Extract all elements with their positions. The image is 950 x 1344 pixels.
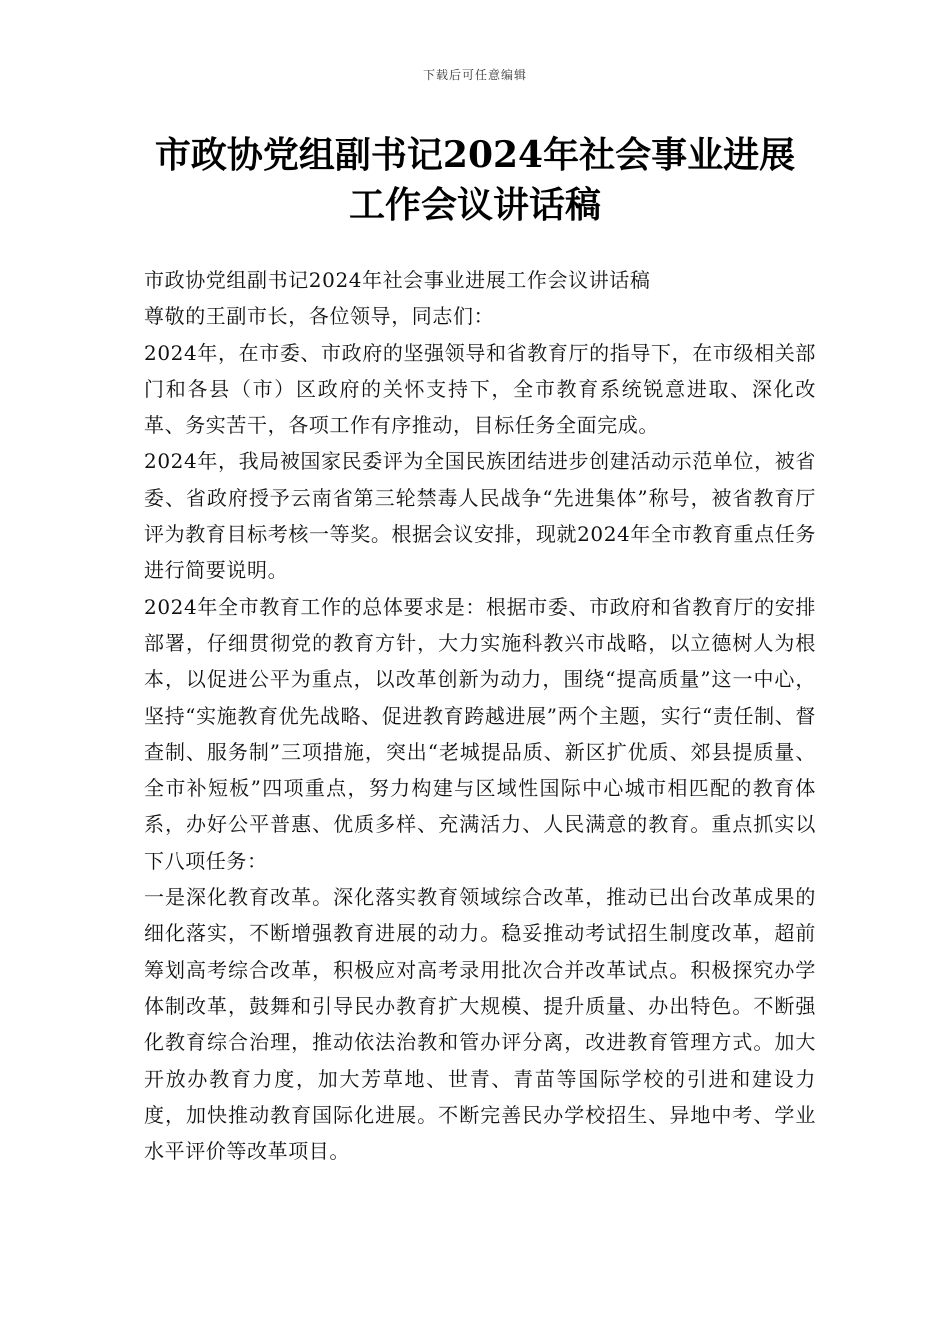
document-title: 市政协党组副书记2024年社会事业进展工作会议讲话稿 <box>154 134 796 226</box>
paragraph-overall-requirements: 2024年全市教育工作的总体要求是：根据市委、市政府和省教育厅的安排部署，仔细贯彻党的教育方针，大力实施科教兴市战略，以立德树人为根本，以促进公平为重点，以改革创新为动力，围绕“提高质量”这一中心，坚持“实施教育优先战略、促进教育跨越进展”两个主题，实行“责任制、督查制、服务制”三项措施，突出“老城提品质、新区扩优质、郊县提质量、全市补短板”四项重点，努力构建与区域性国际中心城市相匹配的教育体系，办好公平普惠、优质多样、充满活力、人民满意的教育。重点抓实以下八项任务： <box>144 594 816 873</box>
paragraph-achievements: 2024年，我局被国家民委评为全国民族团结进步创建活动示范单位，被省委、省政府授予云南省第三轮禁毒人民战争“先进集体”称号，被省教育厅评为教育目标考核一等奖。根据会议安排，现就2024年全市教育重点任务进行简要说明。 <box>144 449 816 583</box>
paragraph-subtitle: 市政协党组副书记2024年社会事业进展工作会议讲话稿 <box>144 268 651 292</box>
paragraph-intro: 2024年，在市委、市政府的坚强领导和省教育厅的指导下，在市级相关部门和各县（市）区政府的关怀支持下，全市教育系统锐意进取、深化改革、务实苦干，各项工作有序推动，目标任务全面完成。 <box>144 340 816 438</box>
document-body <box>144 262 816 1169</box>
paragraph-task-one: 一是深化教育改革。深化落实教育领域综合改革，推动已出台改革成果的细化落实，不断增强教育进展的动力。稳妥推动考试招生制度改革，超前筹划高考综合改革，积极应对高考录用批次合并改革试点。积极探究办学体制改革，鼓舞和引导民办教育扩大规模、提升质量、办出特色。不断强化教育综合治理，推动依法治教和管办评分离，改进教育管理方式。加大开放办教育力度，加大芳草地、世青、青苗等国际学校的引进和建设力度，加快推动教育国际化进展。不断完善民办学校招生、异地中考、学业水平评价等改革项目。 <box>144 885 816 1164</box>
header-note: 下载后可任意编辑 <box>422 68 527 82</box>
paragraph-salutation: 尊敬的王副市长，各位领导，同志们： <box>144 304 495 329</box>
